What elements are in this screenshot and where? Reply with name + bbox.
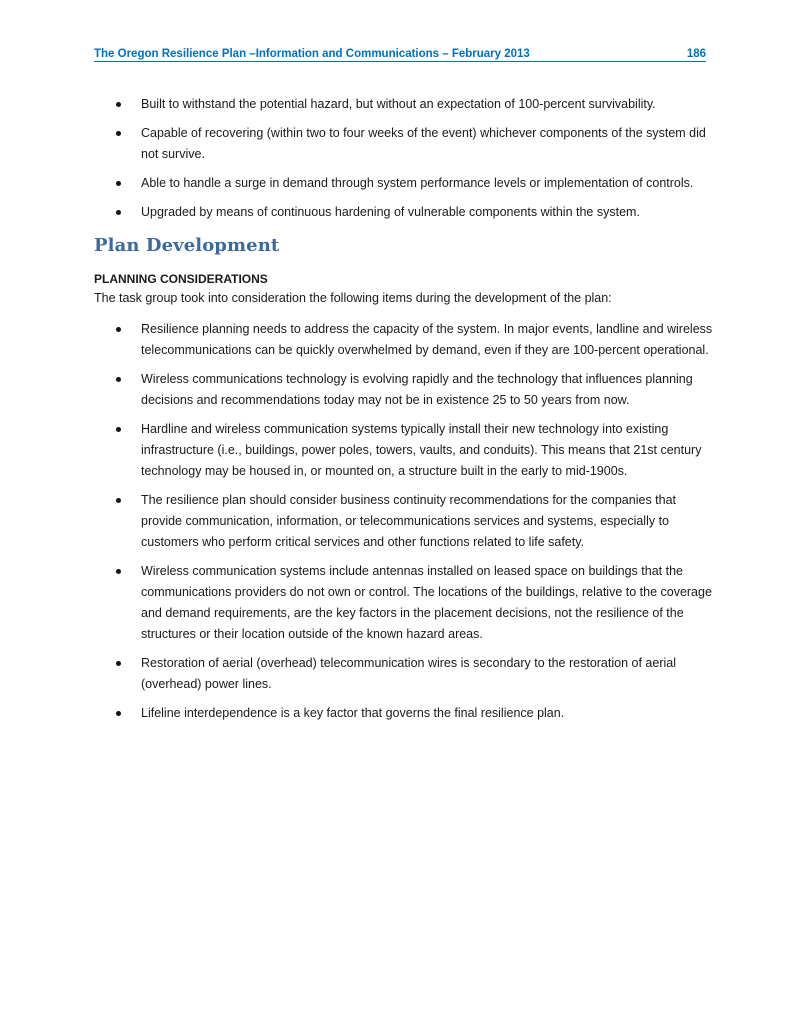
- list-item: [94, 703, 714, 724]
- list-item-text: Hardline and wireless communication systems typically install their new technology into existing infrastructure (i.e., buildings, power poles, towers, vaults, and conduits). This means that 21st century technology may be housed in, or mounted on, a structure built in the early to mid-1900s.: [141, 422, 702, 478]
- list-item-text: Wireless communications technology is evolving rapidly and the technology that influences planning decisions and recommendations today may not be in existence 25 to 50 years from now.: [141, 372, 693, 407]
- header-title: The Oregon Resilience Plan –Information and Communications – February 2013: [94, 48, 530, 60]
- section-heading: Plan Development: [94, 235, 280, 256]
- list-item: [94, 369, 714, 411]
- list-item-text: Upgraded by means of continuous hardening of vulnerable components within the system.: [141, 205, 640, 219]
- bullet-icon: [116, 102, 121, 107]
- page-header: [94, 48, 706, 62]
- intro-paragraph: The task group took into consideration the following items during the development of the plan:: [94, 291, 612, 305]
- list-item-text: Resilience planning needs to address the capacity of the system. In major events, landline and wireless telecommunications can be quickly overwhelmed by demand, even if they are 100-percent operational.: [141, 322, 713, 357]
- bullet-icon: [116, 711, 121, 716]
- page-number: 186: [686, 48, 706, 60]
- bullet-icon: [116, 210, 121, 215]
- bullet-icon: [116, 131, 121, 136]
- bullet-icon: [116, 569, 121, 574]
- list-item: [94, 561, 714, 645]
- bullet-icon: [116, 498, 121, 503]
- list-item-text: The resilience plan should consider business continuity recommendations for the companies that provide communication, information, or telecommunications services and systems, especially to customers who perform critical services and other functions related to life safety.: [141, 493, 677, 549]
- bullet-icon: [116, 181, 121, 186]
- bullet-icon: [116, 327, 121, 332]
- list-item-text: Able to handle a surge in demand through system performance levels or implementation of controls.: [141, 176, 694, 190]
- list-item-text: Built to withstand the potential hazard, but without an expectation of 100-percent survivability.: [141, 97, 656, 111]
- list-item-text: Restoration of aerial (overhead) telecommunication wires is secondary to the restoration of aerial (overhead) power lines.: [141, 656, 676, 691]
- list-item: [94, 202, 714, 223]
- top-bullet-list: [94, 94, 714, 223]
- list-item: [94, 490, 714, 553]
- considerations-bullet-list: [94, 319, 714, 724]
- subsection-heading: PLANNING CONSIDERATIONS: [94, 272, 268, 286]
- list-item: [94, 94, 714, 115]
- bullet-icon: [116, 661, 121, 666]
- list-item: [94, 653, 714, 695]
- list-item: [94, 123, 714, 165]
- bullet-icon: [116, 427, 121, 432]
- list-item: [94, 419, 714, 482]
- page-content: [94, 94, 714, 732]
- list-item: [94, 319, 714, 361]
- list-item-text: Capable of recovering (within two to four weeks of the event) whichever components of the system did not survive.: [141, 126, 706, 161]
- list-item-text: Wireless communication systems include antennas installed on leased space on buildings that the communications providers do not own or control. The locations of the buildings, relative to the coverage and demand requirements, are the key factors in the placement decisions, not the resilience of the structures or their location outside of the known hazard areas.: [141, 564, 712, 641]
- list-item-text: Lifeline interdependence is a key factor that governs the final resilience plan.: [141, 706, 565, 720]
- list-item: [94, 173, 714, 194]
- bullet-icon: [116, 377, 121, 382]
